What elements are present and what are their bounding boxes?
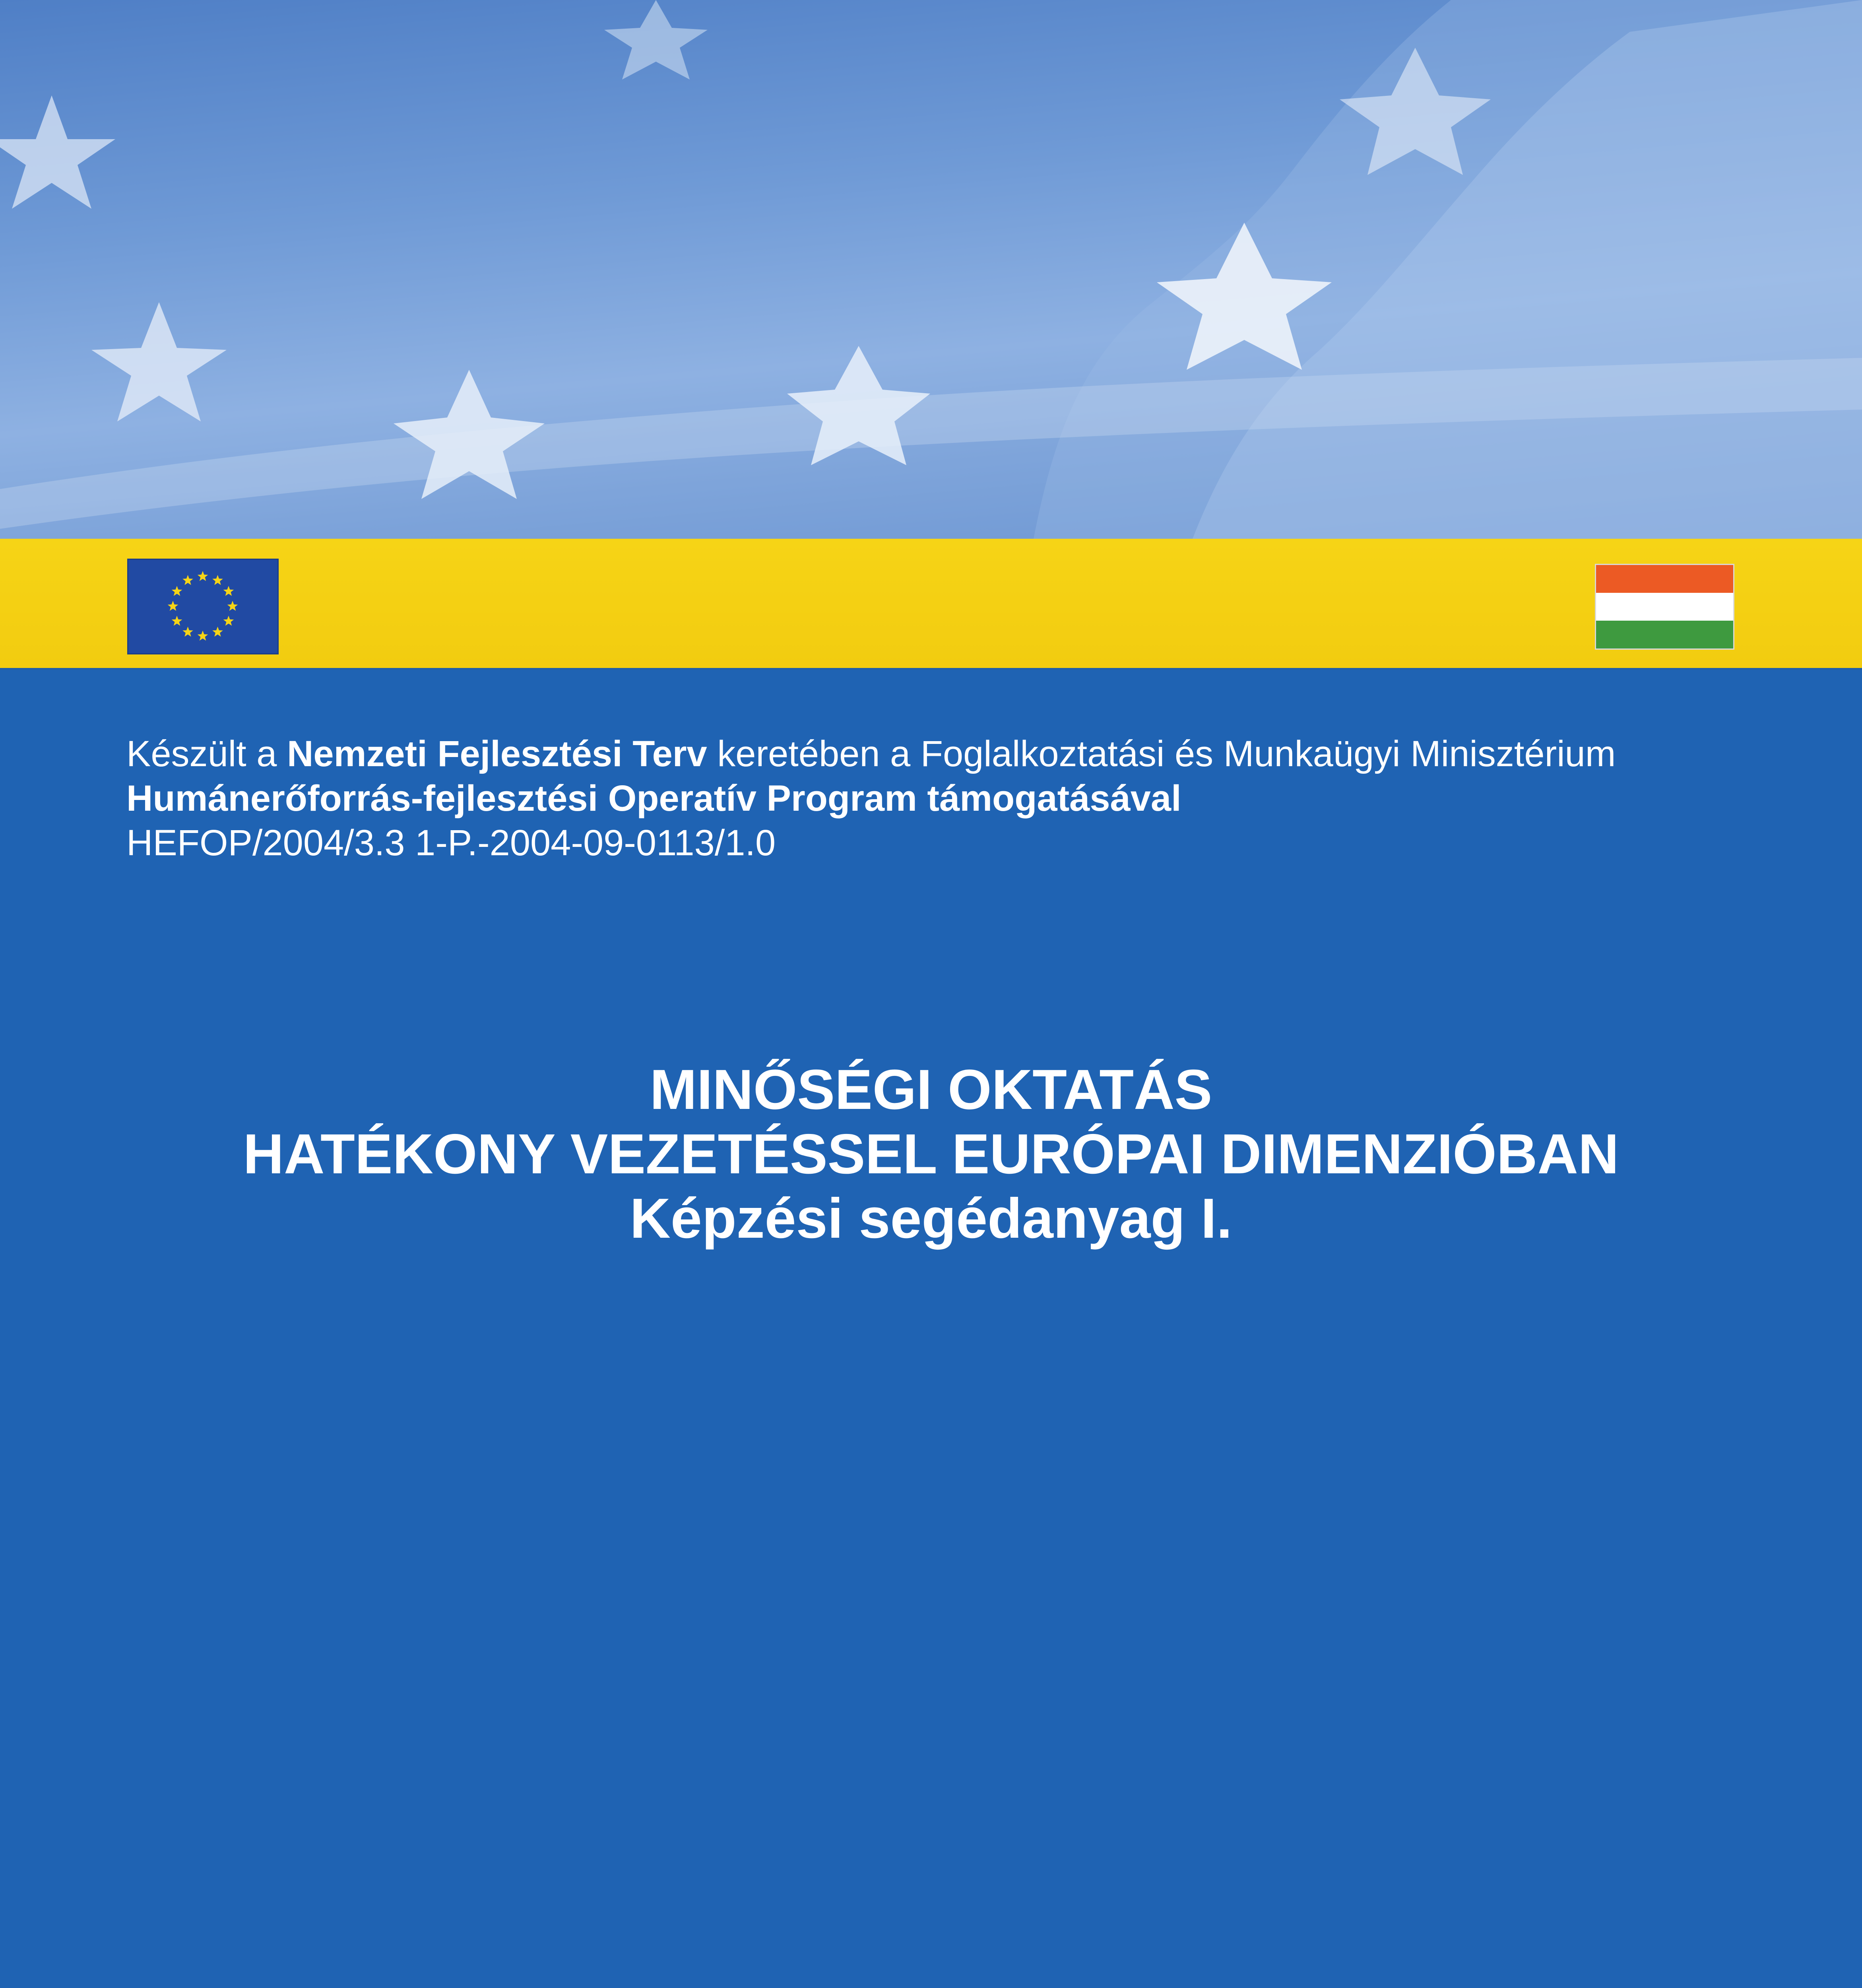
eu-flag-banner [0, 0, 1862, 539]
star-icon [198, 571, 208, 581]
star-icon [227, 601, 238, 611]
title-line2: HATÉKONY VEZETÉSSEL EURÓPAI DIMENZIÓBAN [243, 1122, 1619, 1186]
star-icon [182, 575, 193, 585]
star-icon [212, 627, 223, 637]
sponsor-line2: Humánerőforrás-fejlesztési Operatív Program támogatásával [126, 778, 1181, 819]
star-icon [182, 627, 193, 637]
hungarian-flag-icon [1595, 564, 1734, 650]
book-title [0, 1058, 1862, 1251]
title-line3: Képzési segédanyag I. [630, 1187, 1232, 1250]
star-icon [212, 575, 223, 585]
eu-flag-icon [127, 559, 279, 654]
sponsor-line3: HEFOP/2004/3.3 1-P.-2004-09-0113/1.0 [126, 823, 776, 863]
star-icon [172, 586, 182, 596]
sponsor-line1-part2: keretében a Foglalkoztatási és Munkaügyi Minisztérium [707, 734, 1616, 774]
title-line1: MINŐSÉGI OKTATÁS [650, 1058, 1212, 1121]
star-icon [223, 616, 234, 626]
star-icon [168, 601, 178, 611]
eu-stars-banner-icon [0, 0, 1862, 539]
star-icon [172, 616, 182, 626]
yellow-band [0, 539, 1862, 668]
sponsor-line1-part1: Készült a [126, 734, 287, 774]
star-icon [223, 586, 234, 596]
sponsor-line1-bold: Nemzeti Fejlesztési Terv [287, 734, 707, 774]
star-icon [198, 631, 208, 641]
sponsor-text [126, 732, 1756, 865]
